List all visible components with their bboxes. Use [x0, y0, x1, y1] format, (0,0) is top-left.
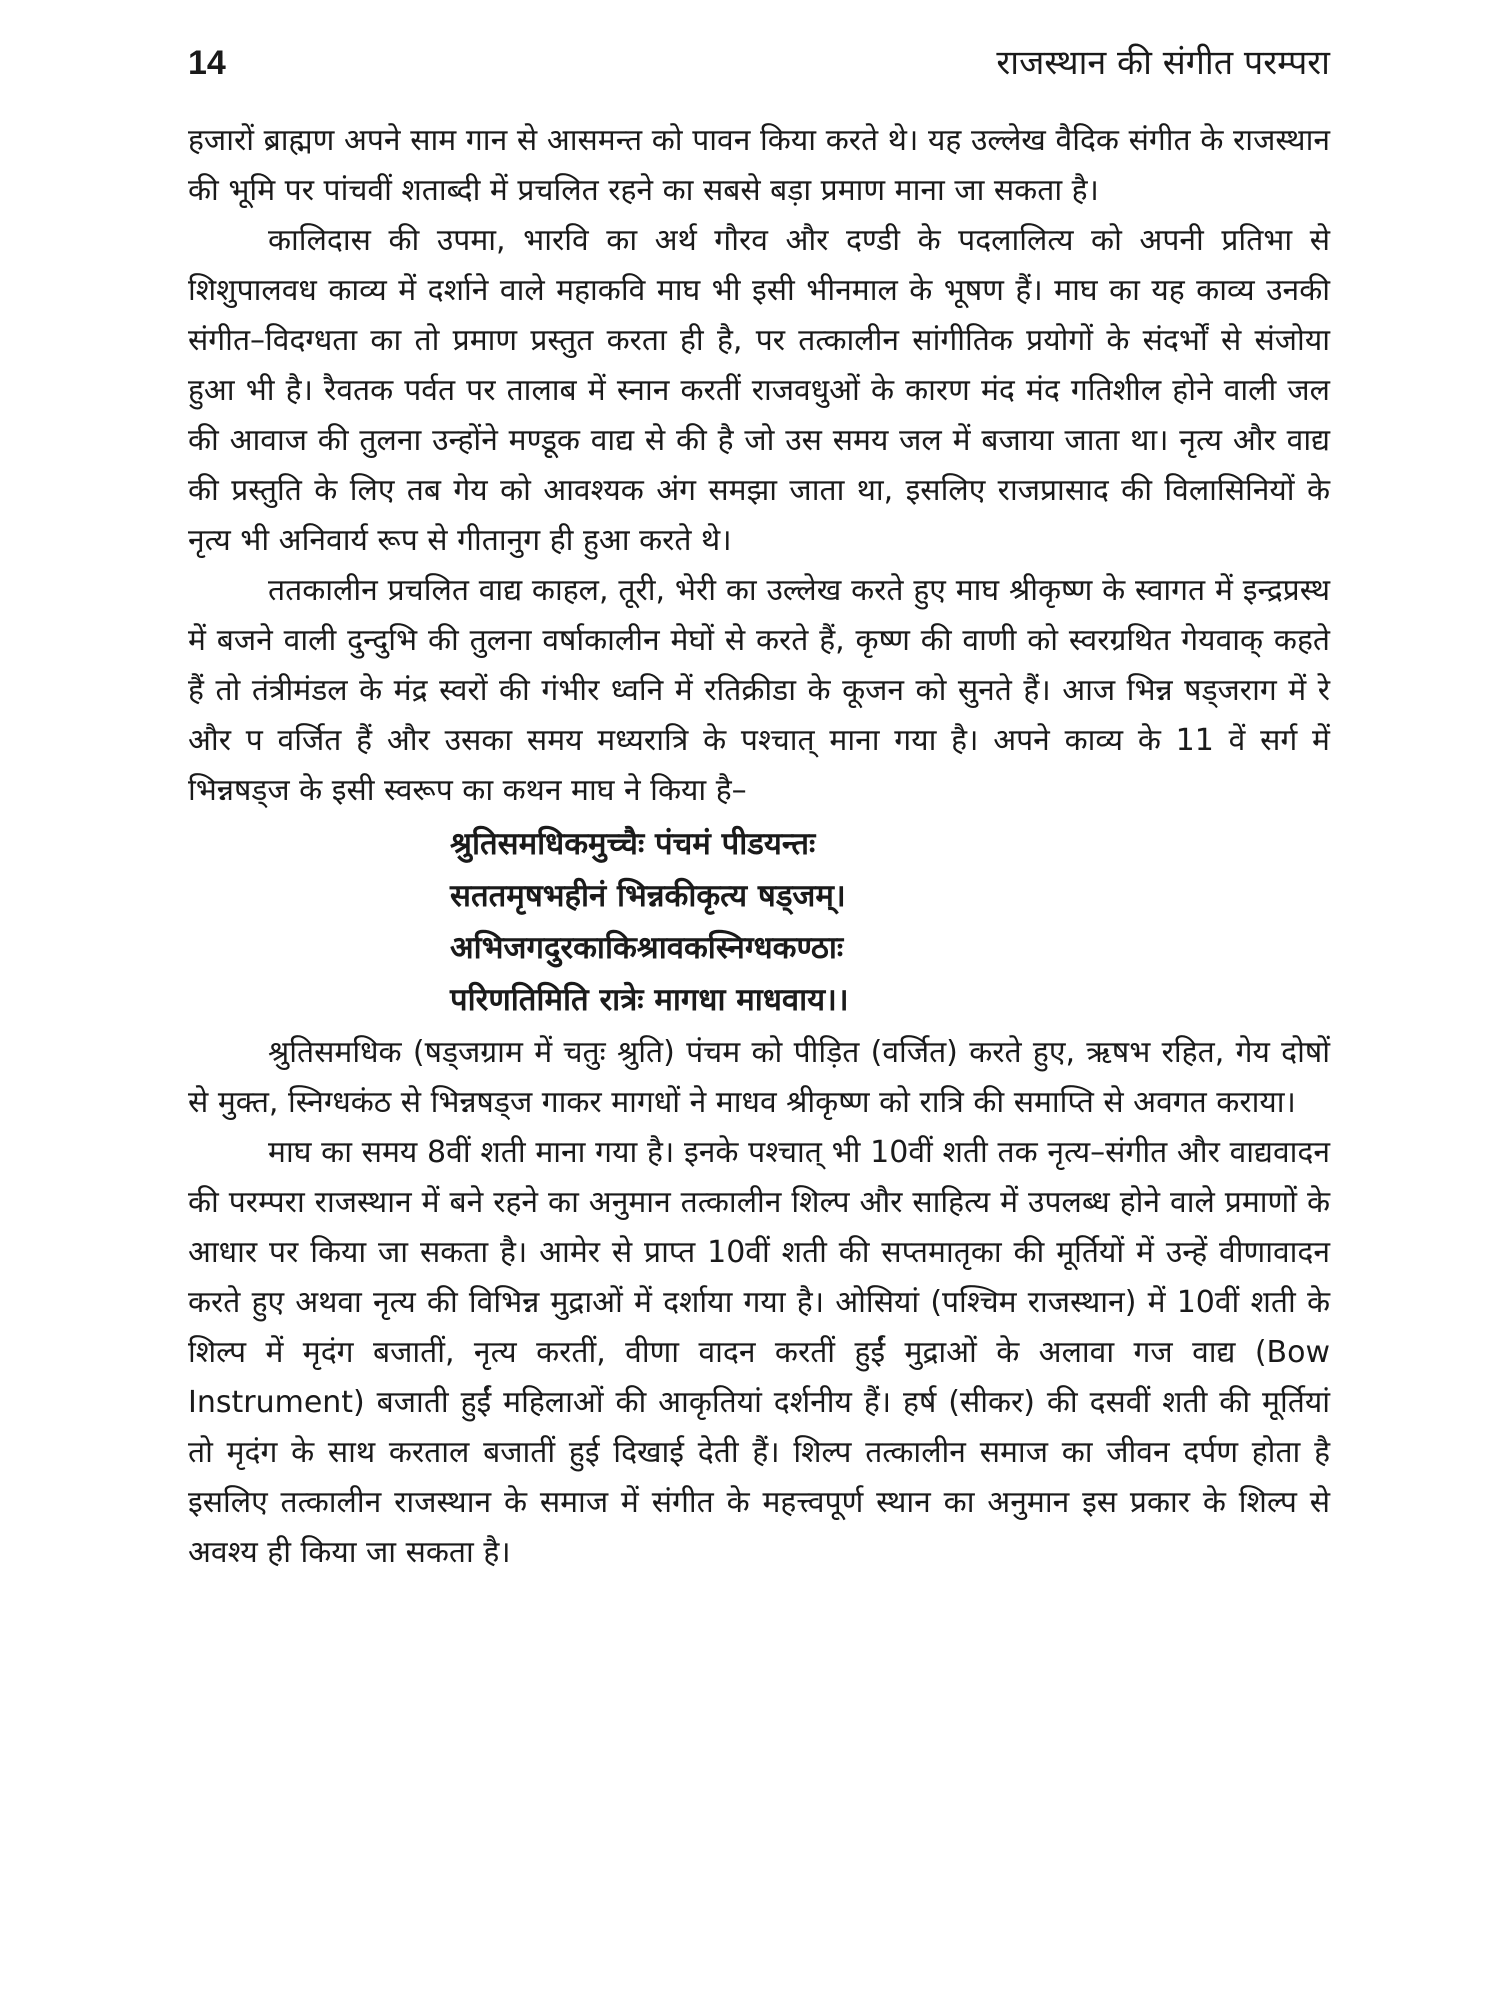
paragraph-1: हजारों ब्राह्मण अपने साम गान से आसमन्त को पावन किया करते थे। यह उल्लेख वैदिक संगीत के राजस्थान की भूमि पर पांचवीं शताब्दी में प्रचलित रहने का सबसे बड़ा प्रमाण माना जा सकता है।: [188, 123, 1330, 208]
page-number: 14: [188, 44, 226, 82]
sanskrit-verse: [450, 818, 1330, 1026]
verse-line-3: अभिजगदुरकाकिश्रावकस्निग्धकण्ठाः: [450, 930, 844, 966]
verse-line-4: परिणतिमिति रात्रेः मागधा माधवाय।।: [450, 982, 849, 1018]
running-head: [188, 38, 1330, 84]
paragraph-5: माघ का समय 8वीं शती माना गया है। इनके पश्चात् भी 10वीं शती तक नृत्य–संगीत और वाद्यवादन की परम्परा राजस्थान में बने रहने का अनुमान तत्कालीन शिल्प और साहित्य में उपलब्ध होने वाले प्रमाणों के आधार पर किया जा सकता है। आमेर से प्राप्त 10वीं शती की सप्तमातृका की मूर्तियों में उन्हें वीणावादन करते हुए अथवा नृत्य की विभिन्न मुद्राओं में दर्शाया गया है। ओसियां (पश्चिम राजस्थान) में 10वीं शती के शिल्प में मृदंग बजातीं, नृत्य करतीं, वीणा वादन करतीं हुईं मुद्राओं के अलावा गज वाद्य (Bow Instrument) बजाती हुईं महिलाओं की आकृतियां दर्शनीय हैं। हर्ष (सीकर) की दसवीं शती की मूर्तियां तो मृदंग के साथ करताल बजातीं हुई दिखाई देती हैं। शिल्प तत्कालीन समाज का जीवन दर्पण होता है इसलिए तत्कालीन राजस्थान के समाज में संगीत के महत्त्वपूर्ण स्थान का अनुमान इस प्रकार के शिल्प से अवश्य ही किया जा सकता है।: [188, 1135, 1330, 1570]
paragraph-4: श्रुतिसमधिक (षड्जग्राम में चतुः श्रुति) पंचम को पीड़ित (वर्जित) करते हुए, ऋषभ रहित, गेय दोषों से मुक्त, स्निग्धकंठ से भिन्नषड्ज गाकर मागधों ने माधव श्रीकृष्ण को रात्रि की समाप्ति से अवगत कराया।: [188, 1035, 1330, 1120]
verse-line-2: सततमृषभहीनं भिन्नकीकृत्य षड्जम्।: [450, 878, 846, 914]
body-text: [188, 116, 1330, 1578]
running-title: राजस्थान की संगीत परम्परा: [996, 43, 1330, 83]
verse-line-1: श्रुतिसमधिकमुच्चैः पंचमं पीडयन्तः: [450, 826, 816, 862]
paragraph-2: कालिदास की उपमा, भारवि का अर्थ गौरव और दण्डी के पदलालित्य को अपनी प्रतिभा से शिशुपालवध काव्य में दर्शाने वाले महाकवि माघ भी इसी भीनमाल के भूषण हैं। माघ का यह काव्य उनकी संगीत–विदग्धता का तो प्रमाण प्रस्तुत करता ही है, पर तत्कालीन सांगीतिक प्रयोगों के संदर्भों से संजोया हुआ भी है। रैवतक पर्वत पर तालाब में स्नान करतीं राजवधुओं के कारण मंद मंद गतिशील होने वाली जल की आवाज की तुलना उन्होंने मण्डूक वाद्य से की है जो उस समय जल में बजाया जाता था। नृत्य और वाद्य की प्रस्तुति के लिए तब गेय को आवश्यक अंग समझा जाता था, इसलिए राजप्रासाद की विलासिनियों के नृत्य भी अनिवार्य रूप से गीतानुग ही हुआ करते थे।: [188, 223, 1330, 558]
paragraph-3: ततकालीन प्रचलित वाद्य काहल, तूरी, भेरी का उल्लेख करते हुए माघ श्रीकृष्ण के स्वागत में इन्द्रप्रस्थ में बजने वाली दुन्दुभि की तुलना वर्षाकालीन मेघों से करते हैं, कृष्ण की वाणी को स्वरग्रथित गेयवाक् कहते हैं तो तंत्रीमंडल के मंद्र स्वरों की गंभीर ध्वनि में रतिक्रीडा के कूजन को सुनते हैं। आज भिन्न षड्जराग में रे और प वर्जित हैं और उसका समय मध्यरात्रि के पश्चात् माना गया है। अपने काव्य के 11 वें सर्ग में भिन्नषड्ज के इसी स्वरूप का कथन माघ ने किया है–: [188, 573, 1330, 808]
